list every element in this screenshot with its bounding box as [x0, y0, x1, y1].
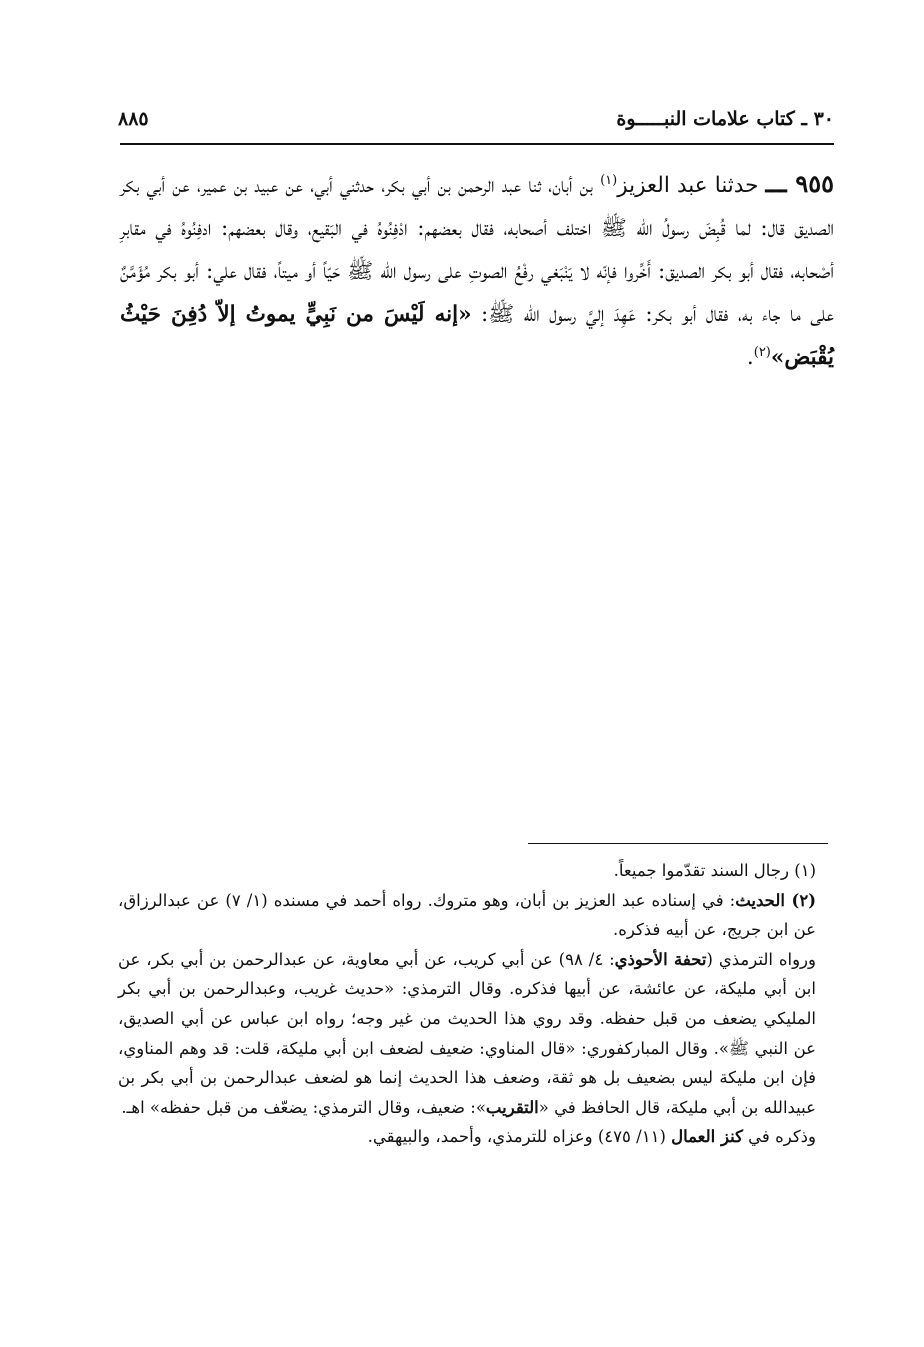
- footnote-2-label: (٢) الحديث: [735, 890, 816, 910]
- fn-text-segment: وذكره في: [742, 1127, 816, 1147]
- hadith-paragraph: [120, 162, 834, 379]
- footnote-ref-2: (٢): [753, 344, 771, 360]
- fn-text-segment: ورواه الترمذي (: [706, 949, 816, 969]
- footnote-2-text: : في إسناده عبد العزيز بن أبان، وهو متروك. رواه أحمد في مسنده (١/ ٧) عن عبدالرزاق، عن ابن جريج، عن أبيه فذكره.: [118, 890, 816, 940]
- footnote-2-kanz: [118, 1122, 836, 1152]
- page-number: ٨٨٥: [118, 108, 149, 130]
- fn-text-segment: : ٤/ ٩٨) عن أبي كريب، عن أبي معاوية، عن عبدالرحمن بن أبي بكر، عن ابن أبي مليكة، عن عائشة، عن أبيها فذكره. وقال الترمذي: «حديث غريب، وعبدالرحمن بن أبي بكر المليكي يضعف من قبل حفظه. وقد روي هذا الحديث من غير وجه؛ رواه ابن عباس عن أبي الصديق، عن النبي ﷺ». وقال المباركفوري: «قال المناوي: ضعيف لضعف ابن أبي مليكة، قلت: قد وهم المناوي، فإن ابن مليكة ليس بضعيف بل هو ثقة، وضعف هذا الحديث إنما هو لضعف عبدالرحمن بن أبي بكر بن عبيدالله بن أبي مليكة، قال الحافظ في «: [118, 949, 816, 1117]
- fn-text-segment: »: ضعيف، وقال الترمذي: يضعّف من قبل حفظه» اهـ.: [121, 1097, 486, 1117]
- source-title-taqrib: التقريب: [485, 1097, 539, 1117]
- chapter-title: ٣٠ ـ كتاب علامات النبـــــوة: [616, 108, 834, 130]
- header-divider: [120, 143, 834, 145]
- narration-body: بن أبان، ثنا عبد الرحمن بن أبي بكر، حدثني أبي، عن عبيد بن عمير، عن أبي بكر الصديق قال: لما قُبِضَ رسولُ الله ﷺ اختلف أصحابه، فقال بعضهم: ادْفِنُوهُ في البَقيع، وقال بعضهم: ادفِنُوهُ في مقابرِ أصْحابه، فقال أبو بكر الصديق: أَخِّروا فإنّه لا يَنْبَغي رفْعُ الصوتِ على رسول الله ﷺ حَيّاً أو ميتاً، فقال علي: أبو بكر مُؤَمَّنٌ على ما جاء به، فقال أبو بكر: عَهِدَ إليَّ رسول الله ﷺ:: [120, 173, 834, 327]
- footnote-2-continuation: [118, 945, 836, 1123]
- prophetic-quote: «إنه لَيْسَ من نَبِيٍّ يموتُ إلاّ دُفِنَ حَيْثُ يُقْبَض»: [120, 302, 834, 370]
- fn-text-segment: (١١/ ٤٧٥) وعزاه للترمذي، وأحمد، والبيهقي.: [367, 1127, 672, 1147]
- narration-start: حدثنا عبد العزيز: [617, 173, 759, 198]
- narration-end: .: [746, 345, 754, 370]
- footnote-2: [118, 886, 836, 945]
- footnote-1: (١) رجال السند تقدّموا جميعاً.: [613, 861, 816, 880]
- footnote-divider: [528, 843, 828, 844]
- source-title-tuhfa: تحفة الأحوذي: [614, 949, 707, 969]
- footnote-ref-1: (١): [600, 172, 618, 188]
- running-header: [118, 102, 834, 136]
- source-title-kanz: كنز العمال: [671, 1127, 743, 1147]
- hadith-number: ٩٥٥ ـــ: [765, 169, 835, 198]
- footnotes: [118, 856, 836, 1152]
- hadith-text: [120, 162, 834, 379]
